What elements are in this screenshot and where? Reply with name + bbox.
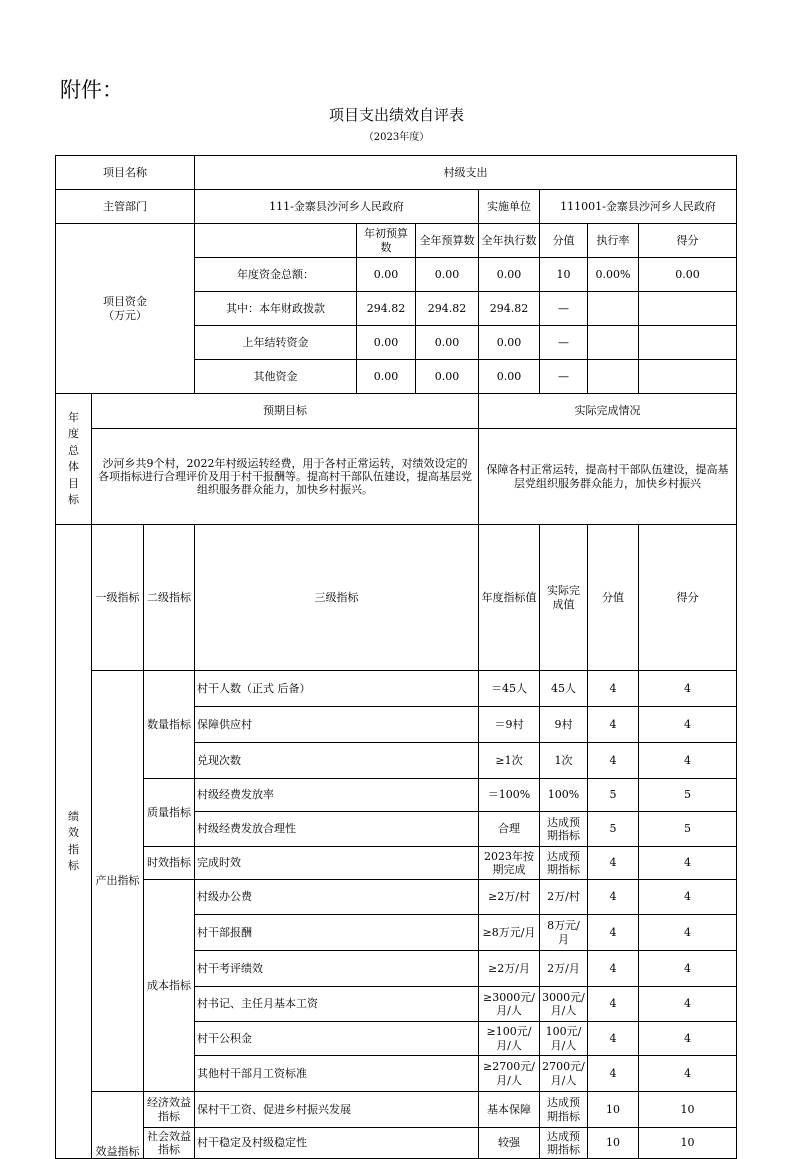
indicator-name: 其他村干部月工资标准: [195, 1056, 479, 1092]
funds-cell: [588, 360, 639, 394]
level2-quantity: 数量指标: [144, 671, 195, 779]
header-target: 年度指标值: [479, 525, 540, 671]
indicator-score: 4: [588, 847, 639, 880]
indicator-score: 4: [588, 987, 639, 1022]
indicator-got: 4: [639, 880, 737, 915]
indicator-actual: 9村: [540, 707, 588, 743]
indicator-target: ≥2700元/月/人: [479, 1056, 540, 1092]
header-level2: 二级指标: [144, 525, 195, 671]
project-name-label: 项目名称: [56, 156, 195, 190]
indicator-score: 10: [588, 1092, 639, 1128]
funds-cell: 294.82: [416, 292, 479, 326]
indicator-target: ≥2万/月: [479, 951, 540, 987]
indicator-got: 4: [639, 915, 737, 951]
funds-header-rate: 执行率: [588, 224, 639, 258]
funds-cell: [639, 360, 737, 394]
indicator-got: 4: [639, 707, 737, 743]
funds-cell: 0.00: [357, 360, 416, 394]
indicator-got: 4: [639, 743, 737, 779]
project-name-row: [56, 156, 737, 190]
header-level1: 一级指标: [92, 525, 144, 671]
funds-cell: 294.82: [479, 292, 540, 326]
indicator-row: [56, 880, 737, 915]
indicator-actual: 达成预期指标: [540, 812, 588, 847]
funds-header-got: 得分: [639, 224, 737, 258]
indicator-name: 村干人数（正式 后备）: [195, 671, 479, 707]
indicator-actual: 100%: [540, 779, 588, 812]
page-subtitle: （2023年度）: [363, 132, 430, 143]
indicator-actual: 达成预期指标: [540, 1092, 588, 1128]
indicator-score: 4: [588, 915, 639, 951]
funds-cell: [639, 326, 737, 360]
header-level3: 三级指标: [195, 525, 479, 671]
indicator-target: ≥2万/村: [479, 880, 540, 915]
indicator-got: 4: [639, 671, 737, 707]
expected-goal-text: 沙河乡共9个村，2022年村级运转经费，用于各村正常运转，对绩效设定的各项指标进行合理评价及用于村干报酬等。提高村干部队伍建设，提高基层党组织服务群众能力，加快乡村振兴。: [92, 429, 479, 525]
indicator-score: 5: [588, 812, 639, 847]
indicator-score: 4: [588, 880, 639, 915]
page-title: 项目支出绩效自评表: [328, 106, 464, 124]
funds-header-blank: [195, 224, 357, 258]
funds-cell: 0.00: [416, 360, 479, 394]
funds-cell: 294.82: [357, 292, 416, 326]
indicator-name: 村干部报酬: [195, 915, 479, 951]
funds-header-initial: 年初预算数: [357, 224, 416, 258]
level2-cost: 成本指标: [144, 880, 195, 1092]
indicator-actual: 8万元/月: [540, 915, 588, 951]
goal-header-row: [56, 394, 737, 429]
impl-label: 实施单位: [479, 190, 540, 224]
indicator-score: 4: [588, 1056, 639, 1092]
indicator-actual: 2700元/月/人: [540, 1056, 588, 1092]
indicator-name: 村级办公费: [195, 880, 479, 915]
indicator-row: [56, 779, 737, 812]
indicator-target: ≥100元/月/人: [479, 1022, 540, 1056]
actual-completion-label: 实际完成情况: [479, 394, 737, 429]
funds-cell: 0.00: [357, 258, 416, 292]
indicator-target: ≥8万元/月: [479, 915, 540, 951]
funds-header-row: [56, 224, 737, 258]
annual-goal-label-cell: [56, 394, 92, 525]
department-row: [56, 190, 737, 224]
funds-row-name: 其中：本年财政拨款: [195, 292, 357, 326]
funds-cell: 0.00: [639, 258, 737, 292]
funds-cell: [639, 292, 737, 326]
indicator-section-cell: [56, 525, 92, 1159]
indicator-row: [56, 1092, 737, 1128]
indicator-name: 保障供应村: [195, 707, 479, 743]
project-name-value: 村级支出: [195, 156, 737, 190]
funds-header-score: 分值: [540, 224, 588, 258]
funds-cell: 0.00: [416, 326, 479, 360]
indicator-score: 4: [588, 743, 639, 779]
indicator-target: 合理: [479, 812, 540, 847]
expected-goal-label: 预期目标: [92, 394, 479, 429]
performance-table: [55, 155, 737, 1159]
funds-label: 项目资金 （万元）: [56, 224, 195, 394]
indicator-header-row: [56, 525, 737, 671]
indicator-name: 村干稳定及村级稳定性: [195, 1128, 479, 1159]
indicator-name: 村干公积金: [195, 1022, 479, 1056]
dept-label: 主管部门: [56, 190, 195, 224]
indicator-score: 4: [588, 707, 639, 743]
funds-header-annual: 全年预算数: [416, 224, 479, 258]
indicator-actual: 1次: [540, 743, 588, 779]
indicator-row: [56, 671, 737, 707]
indicator-row: [56, 1128, 737, 1159]
indicator-name: 村级经费发放合理性: [195, 812, 479, 847]
level2-economic: 经济效益指标: [144, 1092, 195, 1128]
goal-content-row: [56, 429, 737, 525]
indicator-score: 4: [588, 951, 639, 987]
indicator-name: 村书记、主任月基本工资: [195, 987, 479, 1022]
indicator-actual: 100元/月/人: [540, 1022, 588, 1056]
funds-cell: [588, 292, 639, 326]
funds-header-executed: 全年执行数: [479, 224, 540, 258]
indicator-row: [56, 847, 737, 880]
indicator-target: ≥1次: [479, 743, 540, 779]
indicator-got: 4: [639, 987, 737, 1022]
indicator-got: 5: [639, 812, 737, 847]
funds-cell: [588, 326, 639, 360]
funds-row-name: 年度资金总额：: [195, 258, 357, 292]
funds-cell: —: [540, 292, 588, 326]
indicator-name: 保村干工资、促进乡村振兴发展: [195, 1092, 479, 1128]
indicator-name: 兑现次数: [195, 743, 479, 779]
indicator-got: 5: [639, 779, 737, 812]
header-actual: 实际完成值: [540, 525, 588, 671]
indicator-actual: 2万/月: [540, 951, 588, 987]
header-score: 分值: [588, 525, 639, 671]
funds-cell: 0.00: [416, 258, 479, 292]
indicator-score: 5: [588, 779, 639, 812]
indicator-score: 4: [588, 671, 639, 707]
funds-cell: 0.00%: [588, 258, 639, 292]
indicator-target: 较强: [479, 1128, 540, 1159]
indicator-got: 4: [639, 1022, 737, 1056]
funds-row-name: 其他资金: [195, 360, 357, 394]
indicator-target: ＝45人: [479, 671, 540, 707]
indicator-name: 完成时效: [195, 847, 479, 880]
impl-value: 111001-金寨县沙河乡人民政府: [540, 190, 737, 224]
funds-cell: —: [540, 326, 588, 360]
level1-output: 产出指标: [92, 671, 144, 1092]
funds-cell: —: [540, 360, 588, 394]
indicator-score: 10: [588, 1128, 639, 1159]
indicator-got: 4: [639, 1056, 737, 1092]
indicator-target: 2023年按期完成: [479, 847, 540, 880]
indicator-got: 10: [639, 1128, 737, 1159]
level2-quality: 质量指标: [144, 779, 195, 847]
funds-cell: 0.00: [479, 258, 540, 292]
funds-row-name: 上年结转资金: [195, 326, 357, 360]
indicator-target: ＝9村: [479, 707, 540, 743]
header-got: 得分: [639, 525, 737, 671]
indicator-target: ≥3000元/月/人: [479, 987, 540, 1022]
attachment-label: 附件：: [60, 78, 123, 102]
level1-benefit: 效益指标: [92, 1092, 144, 1159]
indicator-actual: 2万/村: [540, 880, 588, 915]
indicator-got: 4: [639, 951, 737, 987]
funds-cell: 0.00: [479, 326, 540, 360]
indicator-got: 4: [639, 847, 737, 880]
indicator-actual: 达成预期指标: [540, 1128, 588, 1159]
funds-cell: 0.00: [479, 360, 540, 394]
indicator-section-label: 绩效指标: [68, 809, 79, 873]
indicator-actual: 45人: [540, 671, 588, 707]
funds-cell: 0.00: [357, 326, 416, 360]
annual-goal-label: 年度总体目标: [68, 410, 79, 506]
funds-cell: 10: [540, 258, 588, 292]
indicator-got: 10: [639, 1092, 737, 1128]
indicator-target: 基本保障: [479, 1092, 540, 1128]
indicator-actual: 达成预期指标: [540, 847, 588, 880]
actual-completion-text: 保障各村正常运转，提高村干部队伍建设，提高基层党组织服务群众能力，加快乡村振兴: [479, 429, 737, 525]
indicator-name: 村级经费发放率: [195, 779, 479, 812]
indicator-score: 4: [588, 1022, 639, 1056]
indicator-actual: 3000元/月/人: [540, 987, 588, 1022]
level2-social: 社会效益指标: [144, 1128, 195, 1159]
indicator-target: ＝100%: [479, 779, 540, 812]
level2-timeliness: 时效指标: [144, 847, 195, 880]
dept-value: 111-金寨县沙河乡人民政府: [195, 190, 479, 224]
indicator-name: 村干考评绩效: [195, 951, 479, 987]
